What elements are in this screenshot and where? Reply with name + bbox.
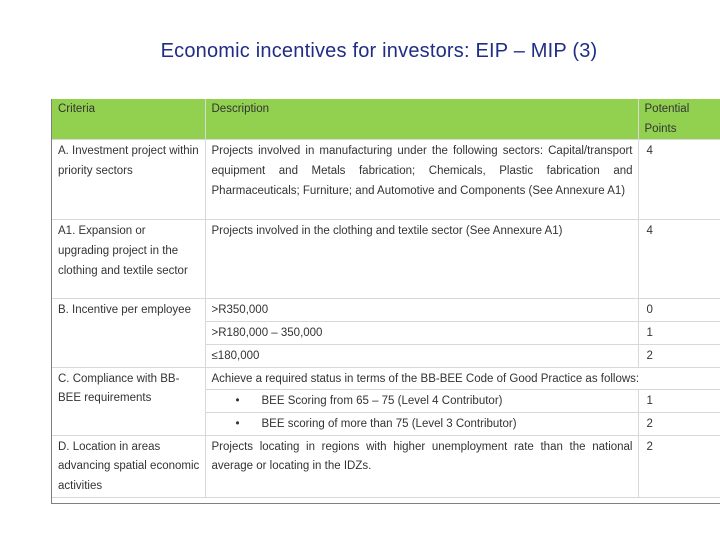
bullet-icon: • bbox=[235, 395, 240, 408]
incentive-table-container bbox=[51, 99, 720, 504]
table-row bbox=[52, 299, 720, 322]
row-points: 4 bbox=[638, 140, 720, 220]
row-points: 2 bbox=[638, 344, 720, 367]
row-description: ≤180,000 bbox=[205, 344, 638, 367]
page-title: Economic incentives for investors: EIP – MIP (3) bbox=[160, 40, 598, 62]
row-criteria: C. Compliance with BB-BEE requirements bbox=[52, 367, 205, 435]
bullet-item bbox=[205, 390, 638, 413]
row-points: 1 bbox=[638, 390, 720, 413]
row-points: 2 bbox=[638, 412, 720, 435]
table-header-row bbox=[52, 99, 720, 140]
row-criteria: B. Incentive per employee bbox=[52, 299, 205, 367]
row-description: >R180,000 – 350,000 bbox=[205, 322, 638, 345]
bullet-item bbox=[205, 412, 638, 435]
row-criteria: D. Location in areas advancing spatial economic activities bbox=[52, 435, 205, 497]
row-description: Projects locating in regions with higher unemployment rate than the national average or locating in the IDZs. bbox=[205, 435, 638, 497]
row-criteria: A. Investment project within priority sectors bbox=[52, 140, 205, 220]
bullet-text: BEE Scoring from 65 – 75 (Level 4 Contributor) bbox=[261, 395, 503, 408]
header-criteria: Criteria bbox=[52, 99, 205, 140]
bullet-icon: • bbox=[235, 417, 240, 430]
table-row bbox=[52, 367, 720, 390]
row-points: 4 bbox=[638, 220, 720, 299]
row-intro: Achieve a required status in terms of the BB-BEE Code of Good Practice as follows: bbox=[205, 367, 720, 390]
table-row bbox=[52, 435, 720, 497]
row-description: >R350,000 bbox=[205, 299, 638, 322]
row-criteria: A1. Expansion or upgrading project in the clothing and textile sector bbox=[52, 220, 205, 299]
row-points: 2 bbox=[638, 435, 720, 497]
bullet-text: BEE scoring of more than 75 (Level 3 Contributor) bbox=[261, 417, 517, 430]
incentive-criteria-table bbox=[52, 99, 720, 498]
row-description: Projects involved in manufacturing under the following sectors: Capital/transport equipment and Metals fabrication; Chemicals, Plastic fabrication and Pharmaceuticals; Furniture; and Automotive and Components (See Annexure A1) bbox=[205, 140, 638, 220]
header-description: Description bbox=[205, 99, 638, 140]
table-row bbox=[52, 220, 720, 299]
row-description: Projects involved in the clothing and textile sector (See Annexure A1) bbox=[205, 220, 638, 299]
row-points: 0 bbox=[638, 299, 720, 322]
header-potential-points: Potential Points bbox=[638, 99, 720, 140]
table-row bbox=[52, 140, 720, 220]
row-points: 1 bbox=[638, 322, 720, 345]
